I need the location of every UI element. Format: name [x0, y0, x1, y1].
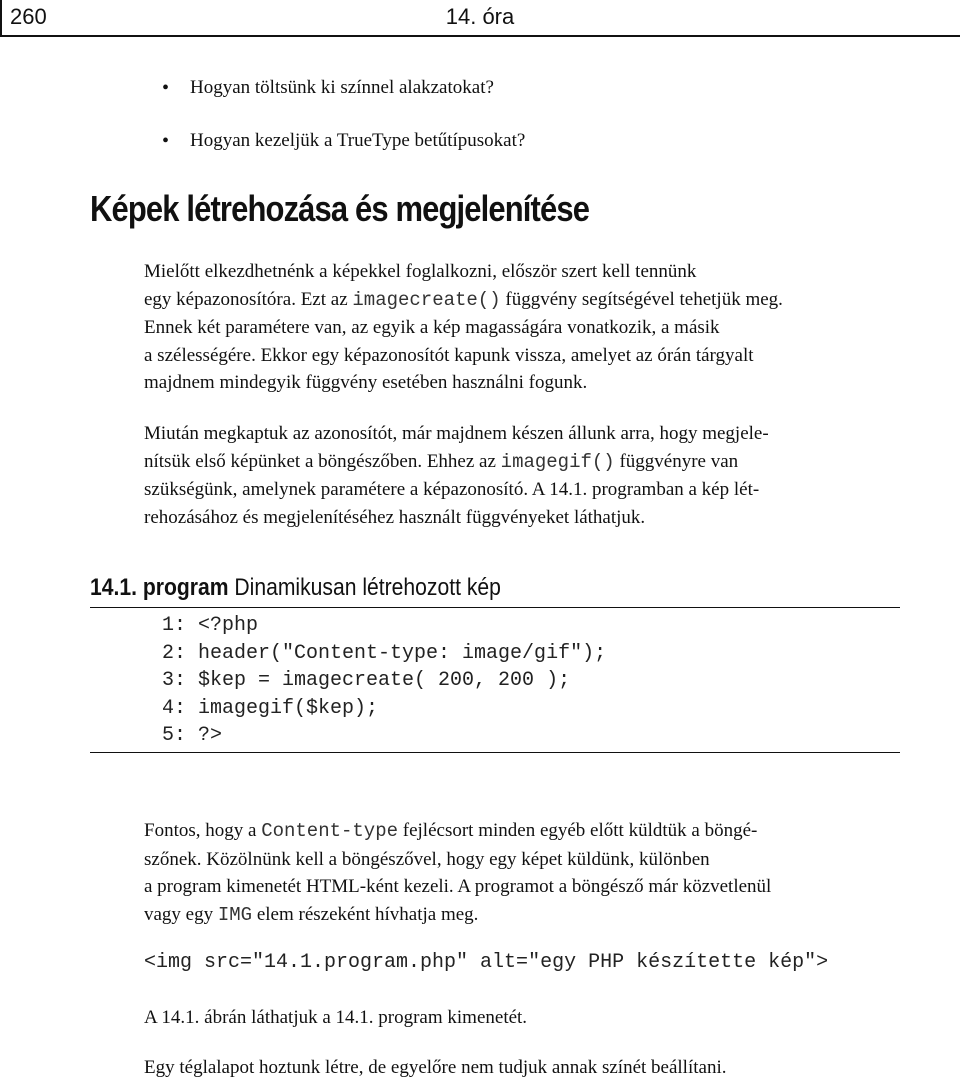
code-listing	[162, 612, 606, 750]
inline-code: IMG	[217, 903, 253, 926]
chapter-title: 14. óra	[445, 4, 515, 29]
page-header	[0, 0, 960, 36]
listing-top-rule	[90, 607, 900, 608]
header-rule	[0, 35, 960, 37]
listing-caption	[90, 574, 501, 602]
code-line: 1: <?php	[162, 614, 259, 637]
inline-code: imagecreate()	[352, 288, 501, 311]
text-line: Ennek két paramétere van, az egyik a kép magasságára vonatkozik, a másik	[144, 317, 720, 338]
code-line: 2: header("Content-type: image/gif");	[162, 641, 607, 665]
page-number: 260	[10, 4, 47, 29]
paragraph-1	[144, 258, 904, 397]
text-line: rehozásához és megjelenítéséhez használt függvényeket láthatjuk.	[144, 506, 646, 528]
text-line: nítsük első képünket a böngészőben. Ehhez az imagegif() függvényre van	[144, 450, 739, 473]
paragraph-2	[144, 420, 904, 531]
bullet-list	[162, 72, 525, 178]
code-line: 4: imagegif($kep);	[162, 696, 379, 720]
text-line: majdnem mindegyik függvény esetében használni fogunk.	[144, 372, 588, 393]
text-line: szőnek. Közölnünk kell a böngészővel, hogy egy képet küldünk, különben	[144, 848, 710, 870]
text-line: szükségünk, amelynek paramétere a képazonosító. A 14.1. programban a kép lét-	[144, 479, 760, 500]
text-line: vagy egy IMG elem részeként hívhatja meg.	[144, 903, 479, 926]
text-line: a szélességére. Ekkor egy képazonosítót kapunk vissza, amelyet az órán tárgyalt	[144, 344, 754, 366]
text-line: Miután megkaptuk az azonosítót, már majdnem készen állunk arra, hogy megjele-	[144, 423, 769, 444]
bullet-item: • Hogyan kezeljük a TrueType betűtípusokat?	[162, 125, 525, 178]
section-title: Képek létrehozása és megjelenítése	[90, 188, 590, 229]
paragraph-4: A 14.1. ábrán láthatjuk a 14.1. program kimenetét.	[144, 1007, 528, 1028]
code-line: 3: $kep = imagecreate( 200, 200 );	[162, 669, 571, 693]
paragraph-5: Egy téglalapot hoztunk létre, de egyelőre nem tudjuk annak színét beállítani.	[144, 1057, 727, 1078]
inline-code: Content-type	[261, 820, 399, 842]
listing-bottom-rule	[90, 752, 900, 753]
listing-label: 14.1. program	[90, 574, 229, 601]
paragraph-3	[144, 817, 904, 929]
text-line: Mielőtt elkezdhetnénk a képekkel foglalkozni, először szert kell tennünk	[144, 261, 697, 282]
inline-code: imagegif()	[500, 450, 615, 473]
listing-title: Dinamikusan létrehozott kép	[228, 574, 501, 601]
bullet-item: • Hogyan töltsünk ki színnel alakzatokat?	[162, 72, 525, 125]
text-line: egy képazonosítóra. Ezt az imagecreate() függvény segítségével tehetjük meg.	[144, 288, 783, 311]
img-tag-code: <img src="14.1.program.php" alt="egy PHP készítette kép">	[144, 951, 829, 974]
text-line: a program kimenetét HTML-ként kezeli. A programot a böngésző már közvetlenül	[144, 876, 772, 897]
text-line: Fontos, hogy a Content-type fejlécsort minden egyéb előtt küldtük a böngé-	[144, 820, 758, 842]
code-line: 5: ?>	[162, 724, 223, 748]
